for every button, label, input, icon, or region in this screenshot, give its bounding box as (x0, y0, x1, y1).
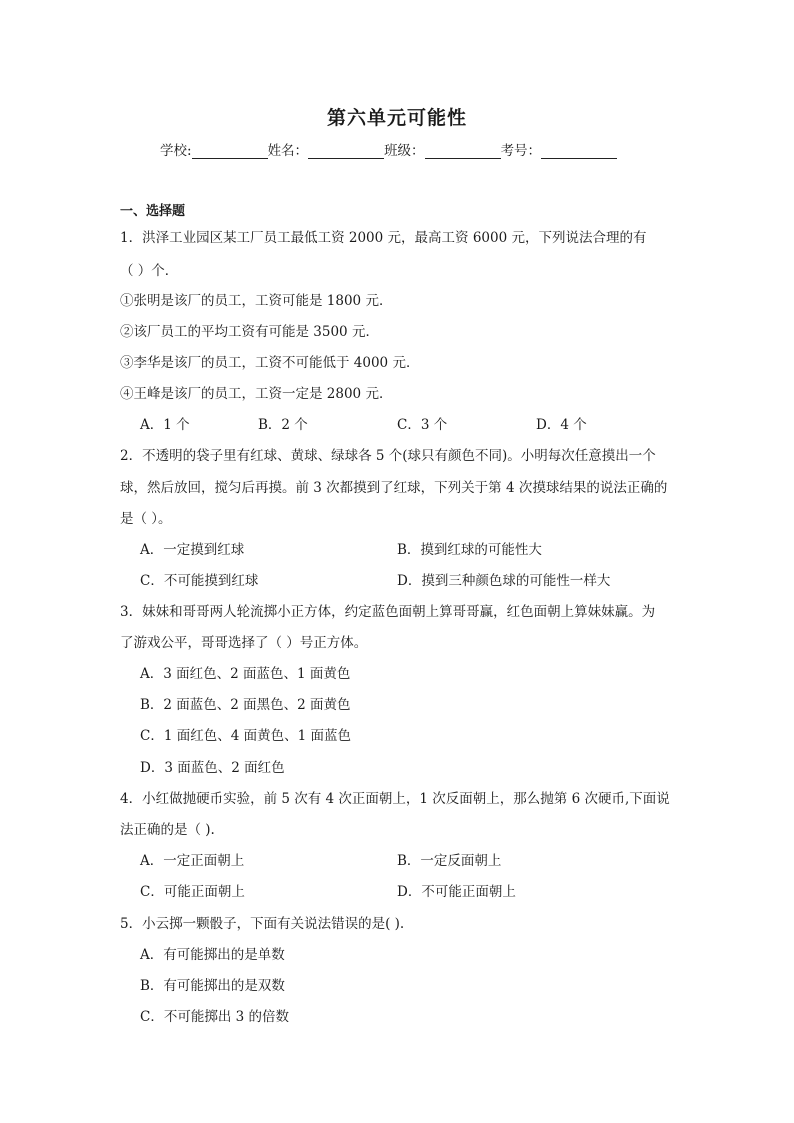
question-2-option-b[interactable]: B．摸到红球的可能性大 (397, 542, 542, 558)
school-label: 学校: (160, 143, 192, 159)
question-4-text: 4．小红做抛硬币实验，前 5 次有 4 次正面朝上，1 次反面朝上，那么抛第 6 次硬币,下面说 (120, 791, 670, 807)
question-1-statement-1: ①张明是该厂的员工，工资可能是 1800 元． (120, 293, 393, 309)
question-1-option-a[interactable]: A．1 个 (140, 417, 190, 433)
question-2-text-end: 是（ ）。 (120, 511, 172, 527)
question-5-text: 5．小云掷一颗骰子，下面有关说法错误的是( ). (120, 916, 405, 932)
question-1-statement-2: ②该厂员工的平均工资有可能是 3500 元． (120, 324, 379, 340)
question-2-option-c[interactable]: C．不可能摸到红球 (140, 573, 259, 589)
page-title: 第六单元可能性 (326, 107, 467, 129)
class-label: 班级： (384, 143, 425, 159)
question-3-option-d[interactable]: D．3 面蓝色、2 面红色 (140, 760, 285, 776)
question-5-option-c[interactable]: C．不可能掷出 3 的倍数 (140, 1009, 290, 1025)
student-info-line (160, 139, 640, 159)
question-1-option-b[interactable]: B．2 个 (258, 417, 308, 433)
question-3-option-a[interactable]: A．3 面红色、2 面蓝色、1 面黄色 (140, 666, 351, 682)
question-5-option-b[interactable]: B．有可能掷出的是双数 (140, 978, 285, 994)
question-4-option-d[interactable]: D．不可能正面朝上 (397, 884, 516, 900)
number-blank[interactable] (541, 144, 617, 159)
question-4-option-c[interactable]: C．可能正面朝上 (140, 884, 245, 900)
question-3-text: 3．妹妹和哥哥两人轮流掷小正方体，约定蓝色面朝上算哥哥赢，红色面朝上算妹妹赢。为 (120, 604, 656, 620)
name-blank[interactable] (308, 144, 384, 159)
question-5-option-a[interactable]: A．有可能掷出的是单数 (140, 947, 285, 963)
question-4-option-a[interactable]: A．一定正面朝上 (140, 853, 245, 869)
question-4-option-b[interactable]: B．一定反面朝上 (397, 853, 502, 869)
question-3-option-b[interactable]: B．2 面蓝色、2 面黑色、2 面黄色 (140, 697, 351, 713)
question-1-text: 1．洪泽工业园区某工厂员工最低工资 2000 元，最高工资 6000 元，下列说法合理的有 (120, 230, 647, 246)
question-2-text: 2．不透明的袋子里有红球、黄球、绿球各 5 个(球只有颜色不同)。小明每次任意摸出一个 (120, 448, 656, 464)
question-2-option-a[interactable]: A．一定摸到红球 (140, 542, 245, 558)
question-1-option-d[interactable]: D．4 个 (536, 417, 587, 433)
name-label: 姓名： (267, 143, 309, 159)
question-1-option-c[interactable]: C．3 个 (397, 417, 448, 433)
question-1-statement-4: ④王峰是该厂的员工，工资一定是 2800 元． (120, 386, 393, 402)
question-3-option-c[interactable]: C．1 面红色、4 面黄色、1 面蓝色 (140, 728, 351, 744)
question-2-text-cont: 球，然后放回，搅匀后再摸。前 3 次都摸到了红球，下列关于第 4 次摸球结果的说法正确的 (120, 480, 668, 496)
class-blank[interactable] (425, 144, 501, 159)
question-1-statement-3: ③李华是该厂的员工，工资不可能低于 4000 元． (120, 355, 420, 371)
question-4-text-cont: 法正确的是（ ). (120, 822, 215, 838)
question-3-text-cont: 了游戏公平，哥哥选择了（ ）号正方体。 (120, 635, 368, 651)
section-heading: 一、选择题 (120, 204, 186, 219)
number-label: 考号： (500, 143, 542, 159)
question-2-option-d[interactable]: D．摸到三种颜色球的可能性一样大 (397, 573, 611, 589)
question-1-text-cont: （ ）个． (120, 263, 179, 279)
school-blank[interactable] (192, 144, 268, 159)
